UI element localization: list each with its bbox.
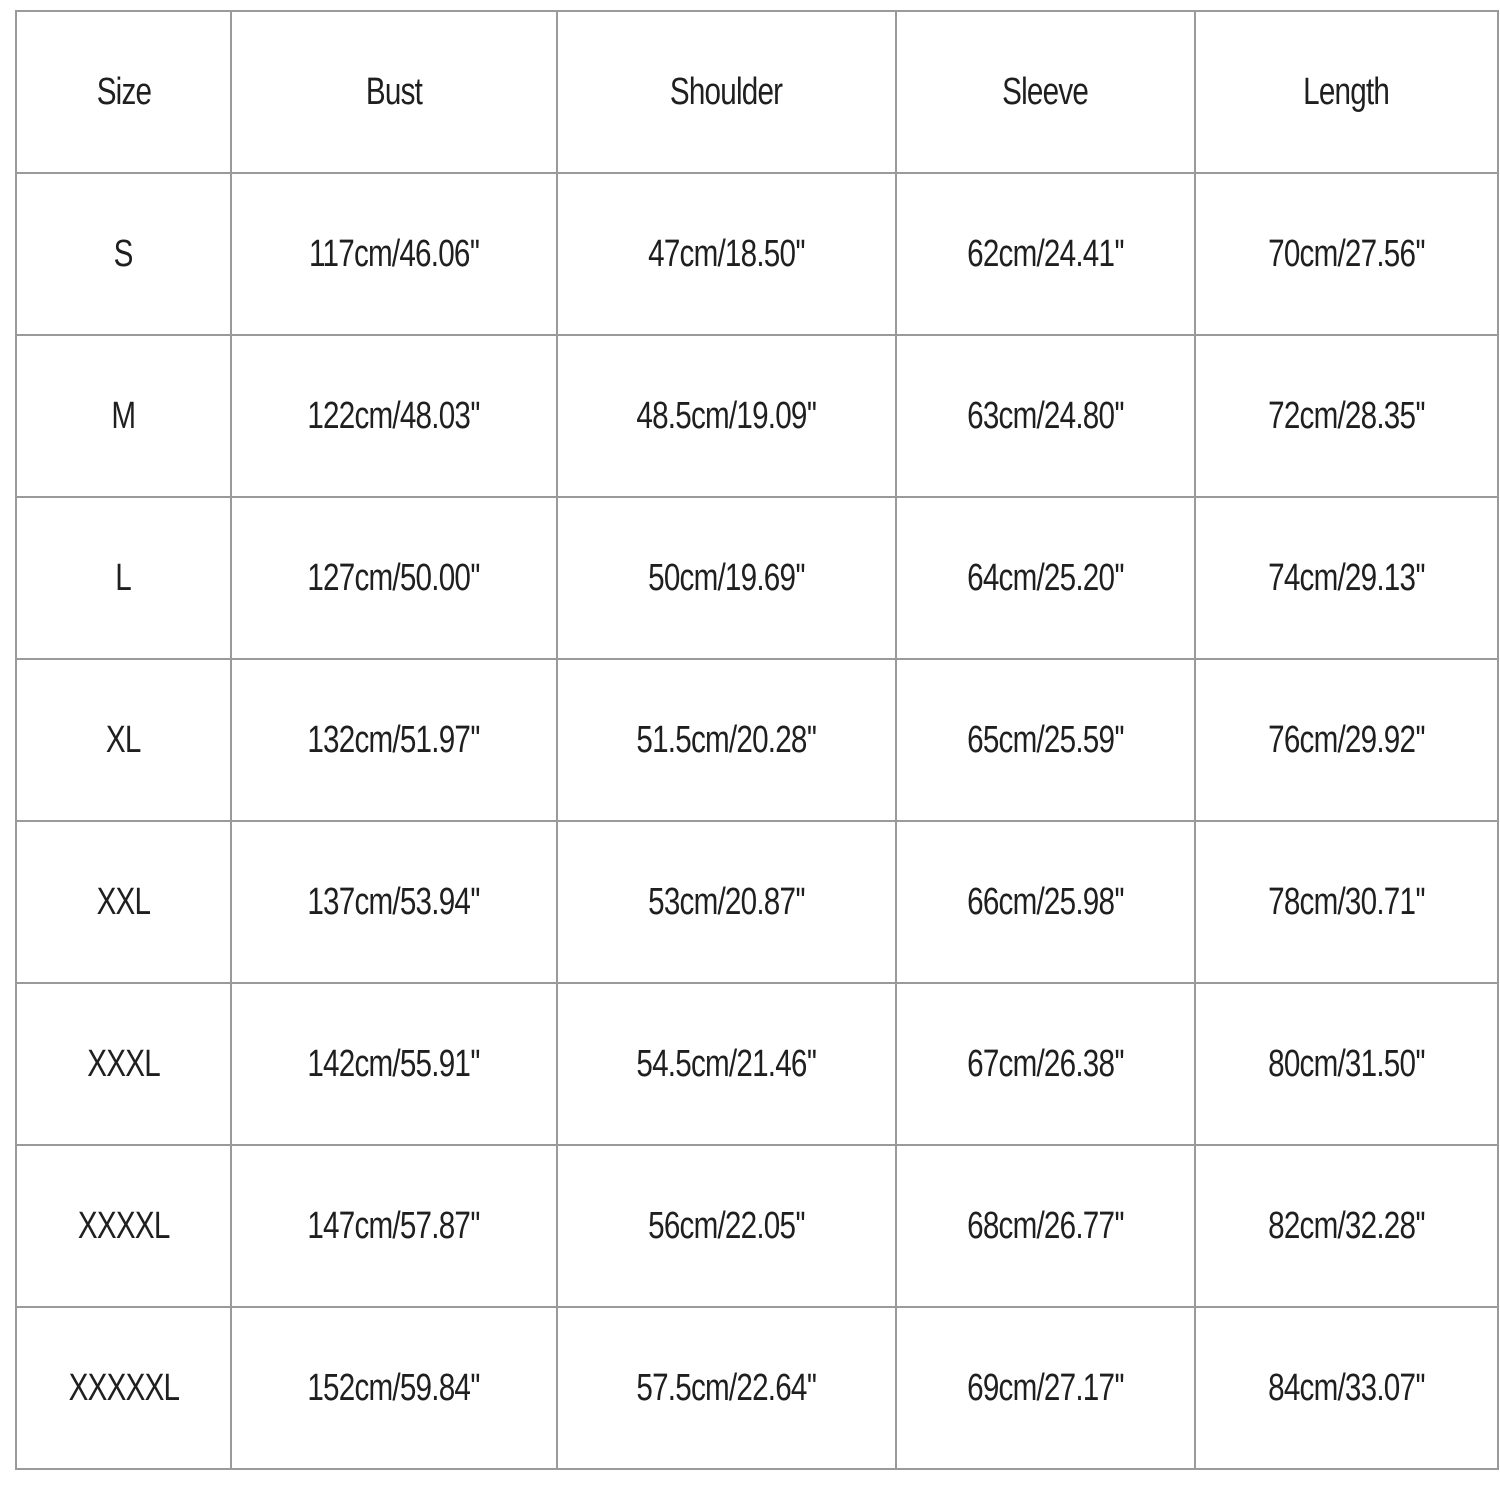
header-row <box>16 11 1498 173</box>
cell-shoulder: 48.5cm/19.09'' <box>557 335 896 497</box>
table-row <box>16 659 1498 821</box>
cell-bust: 127cm/50.00'' <box>231 497 557 659</box>
header-shoulder: Shoulder <box>557 11 896 173</box>
cell-size: M <box>16 335 231 497</box>
table-row <box>16 1307 1498 1469</box>
cell-length: 74cm/29.13'' <box>1195 497 1498 659</box>
cell-bust: 137cm/53.94'' <box>231 821 557 983</box>
cell-shoulder: 56cm/22.05'' <box>557 1145 896 1307</box>
cell-shoulder: 53cm/20.87'' <box>557 821 896 983</box>
cell-length: 76cm/29.92'' <box>1195 659 1498 821</box>
cell-size: XL <box>16 659 231 821</box>
cell-bust: 117cm/46.06'' <box>231 173 557 335</box>
cell-bust: 147cm/57.87'' <box>231 1145 557 1307</box>
cell-bust: 142cm/55.91'' <box>231 983 557 1145</box>
table-row <box>16 335 1498 497</box>
cell-size: S <box>16 173 231 335</box>
cell-shoulder: 51.5cm/20.28'' <box>557 659 896 821</box>
cell-sleeve: 62cm/24.41'' <box>896 173 1195 335</box>
cell-sleeve: 68cm/26.77'' <box>896 1145 1195 1307</box>
cell-sleeve: 63cm/24.80'' <box>896 335 1195 497</box>
cell-length: 84cm/33.07'' <box>1195 1307 1498 1469</box>
cell-sleeve: 64cm/25.20'' <box>896 497 1195 659</box>
cell-shoulder: 47cm/18.50'' <box>557 173 896 335</box>
cell-size: XXXXL <box>16 1145 231 1307</box>
cell-size: XXL <box>16 821 231 983</box>
cell-bust: 132cm/51.97'' <box>231 659 557 821</box>
table-row <box>16 1145 1498 1307</box>
cell-bust: 152cm/59.84'' <box>231 1307 557 1469</box>
header-length: Length <box>1195 11 1498 173</box>
table-row <box>16 821 1498 983</box>
cell-length: 82cm/32.28'' <box>1195 1145 1498 1307</box>
table-row <box>16 497 1498 659</box>
cell-length: 70cm/27.56'' <box>1195 173 1498 335</box>
cell-sleeve: 69cm/27.17'' <box>896 1307 1195 1469</box>
cell-sleeve: 65cm/25.59'' <box>896 659 1195 821</box>
cell-length: 80cm/31.50'' <box>1195 983 1498 1145</box>
cell-length: 72cm/28.35'' <box>1195 335 1498 497</box>
cell-shoulder: 57.5cm/22.64'' <box>557 1307 896 1469</box>
header-size: Size <box>16 11 231 173</box>
size-chart-table <box>15 10 1499 1470</box>
header-bust: Bust <box>231 11 557 173</box>
cell-sleeve: 66cm/25.98'' <box>896 821 1195 983</box>
cell-length: 78cm/30.71'' <box>1195 821 1498 983</box>
cell-size: XXXL <box>16 983 231 1145</box>
table-row <box>16 983 1498 1145</box>
cell-size: L <box>16 497 231 659</box>
cell-sleeve: 67cm/26.38'' <box>896 983 1195 1145</box>
cell-bust: 122cm/48.03'' <box>231 335 557 497</box>
cell-shoulder: 54.5cm/21.46'' <box>557 983 896 1145</box>
cell-shoulder: 50cm/19.69'' <box>557 497 896 659</box>
table-row <box>16 173 1498 335</box>
header-sleeve: Sleeve <box>896 11 1195 173</box>
cell-size: XXXXXL <box>16 1307 231 1469</box>
